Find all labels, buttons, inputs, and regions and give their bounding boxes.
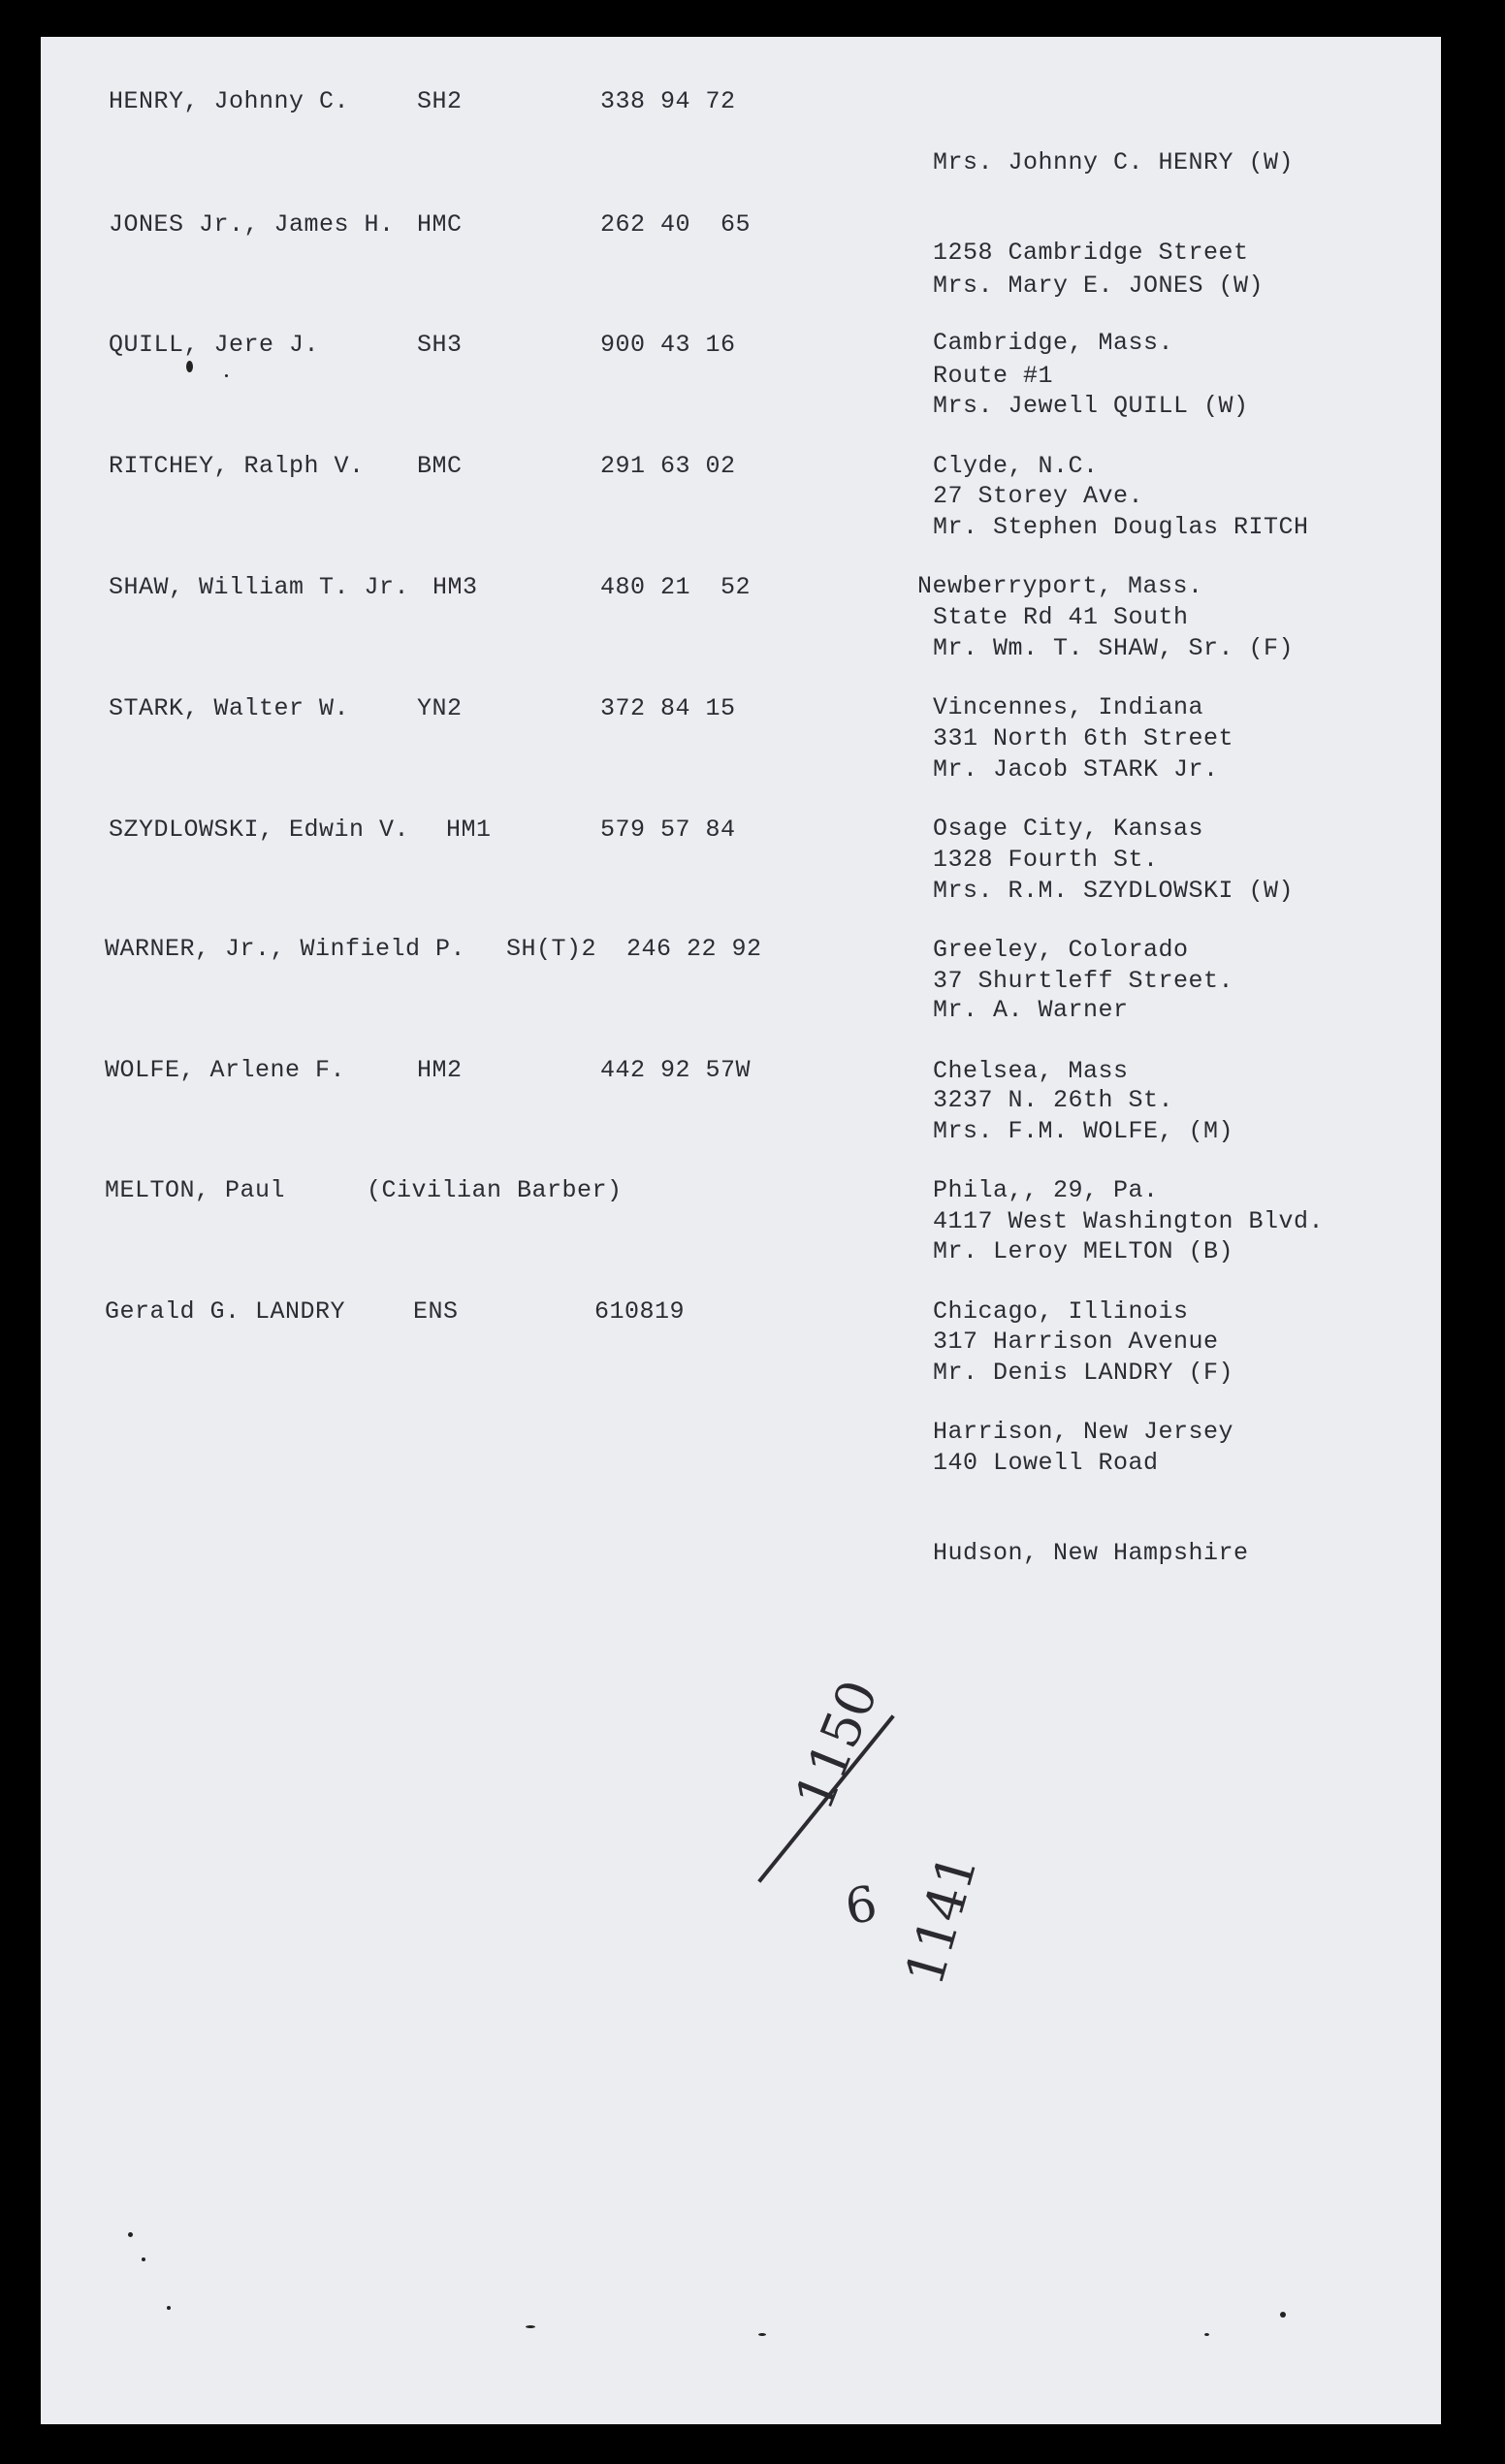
address-line: Mrs. F.M. WOLFE, (M) (933, 1117, 1234, 1145)
entry-service-number: 442 92 57W (600, 1056, 752, 1084)
handwritten-mark: 6 (841, 1874, 881, 1936)
address-line: Harrison, New Jersey (933, 1418, 1234, 1446)
entry-name: WARNER, Jr., Winfield P. (105, 935, 466, 963)
scan-speck (128, 2232, 133, 2237)
entry-name: JONES Jr., James H. (109, 210, 395, 239)
address-line: 317 Harrison Avenue (933, 1328, 1219, 1356)
address-line: 27 Storey Ave. (933, 482, 1144, 510)
scan-speck (1204, 2333, 1209, 2336)
address-line: Mr. Denis LANDRY (F) (933, 1359, 1234, 1387)
entry-service-number: 480 21 52 (600, 573, 752, 601)
entry-name: MELTON, Paul (105, 1176, 286, 1204)
entry-rate: BMC (417, 452, 463, 480)
address-line: Newberryport, Mass. (917, 572, 1203, 600)
entry-service-number: 246 22 92 (626, 935, 762, 963)
entry-name: SZYDLOWSKI, Edwin V. (109, 816, 410, 844)
entry-rate: ENS (413, 1297, 459, 1326)
entry-rate: HMC (417, 210, 463, 239)
address-line: Mr. Leroy MELTON (B) (933, 1237, 1234, 1265)
address-line: Vincennes, Indiana (933, 693, 1204, 721)
address-line: Mr. A. Warner (933, 996, 1129, 1024)
address-line: Phila,, 29, Pa. (933, 1176, 1159, 1204)
address-line: Mr. Stephen Douglas RITCH (933, 513, 1309, 541)
address-line: Mr. Wm. T. SHAW, Sr. (F) (933, 634, 1295, 662)
scan-speck (758, 2333, 766, 2336)
entry-next-of-kin (933, 1297, 1249, 1628)
address-line: Osage City, Kansas (933, 815, 1204, 843)
address-line: Hudson, New Hampshire (933, 1539, 1249, 1567)
address-line: 331 North 6th Street (933, 724, 1234, 752)
entry-service-number: 372 84 15 (600, 694, 736, 722)
entry-name: WOLFE, Arlene F. (105, 1056, 346, 1084)
entry-name: SHAW, William T. Jr. (109, 573, 410, 601)
document-page (41, 37, 1441, 2424)
entry-rate: (Civilian Barber) (367, 1176, 623, 1204)
entry-service-number: 262 40 65 (600, 210, 752, 239)
address-line: 3237 N. 26th St. (933, 1086, 1174, 1114)
scan-speck (526, 2325, 535, 2328)
entry-name: HENRY, Johnny C. (109, 87, 350, 115)
address-line: Chicago, Illinois (933, 1297, 1189, 1326)
entry-rate: SH2 (417, 87, 463, 115)
address-line: Mrs. Johnny C. HENRY (W) (933, 148, 1295, 176)
address-line: Chelsea, Mass (933, 1057, 1129, 1085)
address-line: Mr. Jacob STARK Jr. (933, 755, 1219, 784)
scan-speck (225, 374, 228, 377)
entry-rate: SH(T)2 (506, 935, 597, 963)
entry-service-number: 900 43 16 (600, 331, 736, 359)
handwritten-number-lower: 1141 (893, 1846, 989, 1993)
address-line: 1258 Cambridge Street (933, 239, 1249, 267)
entry-rate: SH3 (417, 331, 463, 359)
entry-name: QUILL, Jere J. (109, 331, 320, 359)
address-line: 4117 West Washington Blvd. (933, 1207, 1325, 1235)
scan-speck (1280, 2312, 1286, 2318)
scan-speck (167, 2306, 171, 2310)
entry-rate: HM3 (432, 573, 478, 601)
address-line: Mrs. Jewell QUILL (W) (933, 392, 1249, 420)
address-line: Mrs. R.M. SZYDLOWSKI (W) (933, 877, 1295, 905)
address-line: Route #1 (933, 362, 1054, 390)
address-line: 140 Lowell Road (933, 1449, 1159, 1477)
address-line: State Rd 41 South (933, 603, 1189, 631)
entry-name: Gerald G. LANDRY (105, 1297, 346, 1326)
address-line: Cambridge, Mass. (933, 329, 1174, 357)
entry-name: STARK, Walter W. (109, 694, 350, 722)
entry-service-number: 610819 (594, 1297, 686, 1326)
entry-rate: YN2 (417, 694, 463, 722)
address-line: 1328 Fourth St. (933, 846, 1159, 874)
entry-service-number: 579 57 84 (600, 816, 736, 844)
scan-speck (142, 2257, 145, 2261)
address-line: 37 Shurtleff Street. (933, 967, 1234, 995)
entry-service-number: 338 94 72 (600, 87, 736, 115)
address-line: Clyde, N.C. (933, 452, 1099, 480)
entry-service-number: 291 63 02 (600, 452, 736, 480)
entry-name: RITCHEY, Ralph V. (109, 452, 365, 480)
address-line: Mrs. Mary E. JONES (W) (933, 272, 1265, 300)
handwritten-number-upper: 1150 (783, 1671, 890, 1819)
entry-rate: HM2 (417, 1056, 463, 1084)
scan-speck (186, 361, 193, 372)
entry-rate: HM1 (446, 816, 492, 844)
address-line: Greeley, Colorado (933, 936, 1189, 964)
